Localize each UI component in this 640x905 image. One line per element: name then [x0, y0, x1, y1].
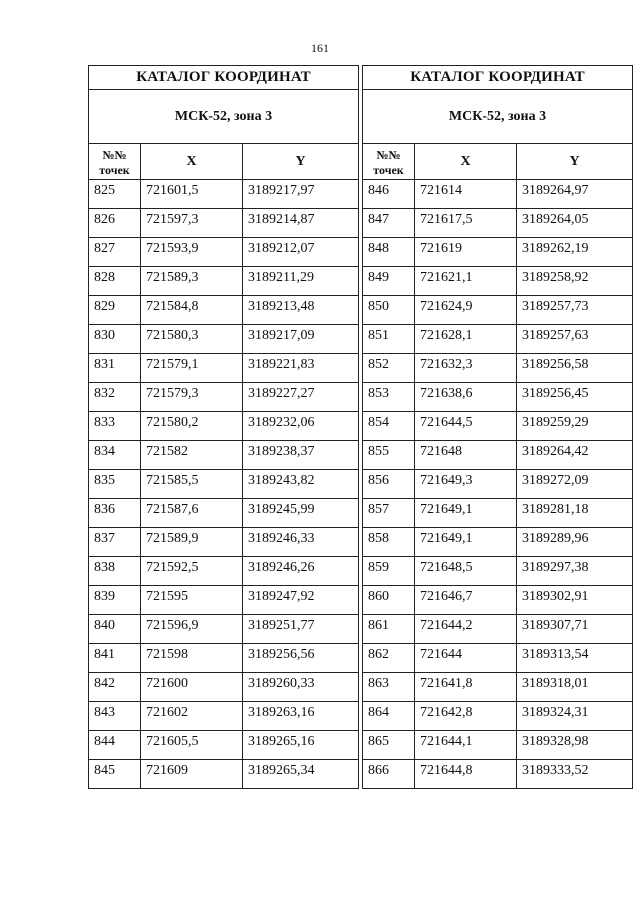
- point-number-cell: 850: [363, 296, 415, 325]
- y-coordinate-cell: 3189227,27: [243, 383, 359, 412]
- x-coordinate-cell: 721585,5: [141, 470, 243, 499]
- y-coordinate-cell: 3189256,58: [517, 354, 633, 383]
- point-number-cell: 853: [363, 383, 415, 412]
- point-number-cell: 863: [363, 673, 415, 702]
- y-coordinate-cell: 3189246,26: [243, 557, 359, 586]
- point-number-cell: 845: [89, 760, 141, 789]
- table-row: [363, 673, 633, 702]
- point-number-header-line2: точек: [373, 162, 404, 177]
- table-row: [363, 557, 633, 586]
- x-coordinate-cell: 721621,1: [415, 267, 517, 296]
- point-number-cell: 844: [89, 731, 141, 760]
- table-row: [89, 586, 359, 615]
- x-coordinate-cell: 721644,2: [415, 615, 517, 644]
- x-coordinate-cell: 721580,3: [141, 325, 243, 354]
- x-coordinate-cell: 721579,3: [141, 383, 243, 412]
- table-row: [363, 528, 633, 557]
- y-coordinate-cell: 3189313,54: [517, 644, 633, 673]
- table-row: [363, 412, 633, 441]
- catalog-title: КАТАЛОГ КООРДИНАТ: [363, 66, 633, 90]
- table-row: [363, 325, 633, 354]
- catalog-title: КАТАЛОГ КООРДИНАТ: [89, 66, 359, 90]
- y-coordinate-cell: 3189257,63: [517, 325, 633, 354]
- point-number-header-line1: №№: [102, 147, 127, 162]
- point-number-cell: 843: [89, 702, 141, 731]
- point-number-cell: 849: [363, 267, 415, 296]
- coordinate-catalog-table-left: [88, 65, 359, 789]
- x-coordinate-cell: 721644,5: [415, 412, 517, 441]
- table-row: [363, 354, 633, 383]
- y-coordinate-cell: 3189211,29: [243, 267, 359, 296]
- point-number-cell: 854: [363, 412, 415, 441]
- point-number-header: [89, 144, 141, 180]
- point-number-cell: 841: [89, 644, 141, 673]
- y-coordinate-cell: 3189302,91: [517, 586, 633, 615]
- y-coordinate-cell: 3189258,92: [517, 267, 633, 296]
- point-number-cell: 865: [363, 731, 415, 760]
- table-row: [363, 383, 633, 412]
- x-coordinate-cell: 721597,3: [141, 209, 243, 238]
- table-row: [363, 296, 633, 325]
- y-coordinate-cell: 3189232,06: [243, 412, 359, 441]
- table-row: [363, 644, 633, 673]
- y-coordinate-cell: 3189281,18: [517, 499, 633, 528]
- point-number-cell: 861: [363, 615, 415, 644]
- x-coordinate-cell: 721589,3: [141, 267, 243, 296]
- y-coordinate-cell: 3189272,09: [517, 470, 633, 499]
- x-coordinate-cell: 721648,5: [415, 557, 517, 586]
- table-row: [89, 673, 359, 702]
- coordinate-system-label: МСК-52, зона 3: [363, 90, 633, 144]
- y-coordinate-cell: 3189245,99: [243, 499, 359, 528]
- point-number-cell: 848: [363, 238, 415, 267]
- x-coordinate-cell: 721644: [415, 644, 517, 673]
- x-coordinate-cell: 721649,1: [415, 499, 517, 528]
- x-coordinate-cell: 721584,8: [141, 296, 243, 325]
- x-coordinate-cell: 721619: [415, 238, 517, 267]
- y-coordinate-cell: 3189256,45: [517, 383, 633, 412]
- point-number-cell: 838: [89, 557, 141, 586]
- x-coordinate-cell: 721632,3: [415, 354, 517, 383]
- y-coordinate-cell: 3189307,71: [517, 615, 633, 644]
- point-number-cell: 836: [89, 499, 141, 528]
- point-number-header-line2: точек: [99, 162, 130, 177]
- point-number-cell: 855: [363, 441, 415, 470]
- table-row: [89, 412, 359, 441]
- x-coordinate-cell: 721644,8: [415, 760, 517, 789]
- point-number-cell: 829: [89, 296, 141, 325]
- table-row: [363, 267, 633, 296]
- point-number-cell: 860: [363, 586, 415, 615]
- point-number-cell: 839: [89, 586, 141, 615]
- point-number-cell: 847: [363, 209, 415, 238]
- point-number-cell: 852: [363, 354, 415, 383]
- table-row: [363, 731, 633, 760]
- point-number-cell: 833: [89, 412, 141, 441]
- y-coordinate-cell: 3189212,07: [243, 238, 359, 267]
- coordinate-rows: [363, 180, 633, 789]
- y-coordinate-cell: 3189264,05: [517, 209, 633, 238]
- x-coordinate-cell: 721596,9: [141, 615, 243, 644]
- point-number-cell: 828: [89, 267, 141, 296]
- y-coordinate-cell: 3189263,16: [243, 702, 359, 731]
- y-column-header: Y: [517, 144, 633, 180]
- table-row: [89, 557, 359, 586]
- x-coordinate-cell: 721592,5: [141, 557, 243, 586]
- table-row: [89, 470, 359, 499]
- table-row: [89, 731, 359, 760]
- table-row: [363, 499, 633, 528]
- table-row: [89, 760, 359, 789]
- x-coordinate-cell: 721614: [415, 180, 517, 209]
- x-coordinate-cell: 721624,9: [415, 296, 517, 325]
- point-number-cell: 840: [89, 615, 141, 644]
- point-number-cell: 831: [89, 354, 141, 383]
- table-row: [89, 325, 359, 354]
- coordinate-rows: [89, 180, 359, 789]
- point-number-cell: 825: [89, 180, 141, 209]
- x-coordinate-cell: 721641,8: [415, 673, 517, 702]
- y-coordinate-cell: 3189318,01: [517, 673, 633, 702]
- x-coordinate-cell: 721642,8: [415, 702, 517, 731]
- y-coordinate-cell: 3189217,09: [243, 325, 359, 354]
- point-number-cell: 835: [89, 470, 141, 499]
- table-row: [89, 441, 359, 470]
- coordinate-catalog-table-right: [362, 65, 633, 789]
- x-coordinate-cell: 721600: [141, 673, 243, 702]
- x-coordinate-cell: 721589,9: [141, 528, 243, 557]
- point-number-cell: 832: [89, 383, 141, 412]
- y-coordinate-cell: 3189217,97: [243, 180, 359, 209]
- point-number-cell: 862: [363, 644, 415, 673]
- point-number-header-line1: №№: [376, 147, 401, 162]
- y-coordinate-cell: 3189265,34: [243, 760, 359, 789]
- table-row: [89, 267, 359, 296]
- x-coordinate-cell: 721648: [415, 441, 517, 470]
- table-row: [89, 180, 359, 209]
- table-row: [363, 209, 633, 238]
- y-coordinate-cell: 3189257,73: [517, 296, 633, 325]
- point-number-cell: 826: [89, 209, 141, 238]
- y-column-header: Y: [243, 144, 359, 180]
- y-coordinate-cell: 3189328,98: [517, 731, 633, 760]
- x-coordinate-cell: 721602: [141, 702, 243, 731]
- y-coordinate-cell: 3189289,96: [517, 528, 633, 557]
- x-coordinate-cell: 721580,2: [141, 412, 243, 441]
- table-row: [363, 238, 633, 267]
- table-row: [89, 209, 359, 238]
- point-number-header: [363, 144, 415, 180]
- y-coordinate-cell: 3189246,33: [243, 528, 359, 557]
- table-row: [89, 238, 359, 267]
- point-number-cell: 834: [89, 441, 141, 470]
- y-coordinate-cell: 3189213,48: [243, 296, 359, 325]
- table-row: [89, 383, 359, 412]
- table-row: [363, 760, 633, 789]
- y-coordinate-cell: 3189238,37: [243, 441, 359, 470]
- y-coordinate-cell: 3189333,52: [517, 760, 633, 789]
- x-coordinate-cell: 721644,1: [415, 731, 517, 760]
- table-row: [363, 470, 633, 499]
- x-column-header: X: [415, 144, 517, 180]
- point-number-cell: 846: [363, 180, 415, 209]
- table-row: [89, 296, 359, 325]
- x-coordinate-cell: 721609: [141, 760, 243, 789]
- x-column-header: X: [141, 144, 243, 180]
- table-row: [363, 586, 633, 615]
- point-number-cell: 859: [363, 557, 415, 586]
- x-coordinate-cell: 721638,6: [415, 383, 517, 412]
- y-coordinate-cell: 3189259,29: [517, 412, 633, 441]
- y-coordinate-cell: 3189265,16: [243, 731, 359, 760]
- x-coordinate-cell: 721582: [141, 441, 243, 470]
- point-number-cell: 842: [89, 673, 141, 702]
- x-coordinate-cell: 721595: [141, 586, 243, 615]
- table-row: [363, 615, 633, 644]
- table-row: [89, 702, 359, 731]
- y-coordinate-cell: 3189297,38: [517, 557, 633, 586]
- x-coordinate-cell: 721649,3: [415, 470, 517, 499]
- table-row: [363, 441, 633, 470]
- table-row: [89, 528, 359, 557]
- point-number-cell: 837: [89, 528, 141, 557]
- x-coordinate-cell: 721579,1: [141, 354, 243, 383]
- table-row: [363, 702, 633, 731]
- y-coordinate-cell: 3189214,87: [243, 209, 359, 238]
- page-number: 161: [311, 41, 329, 55]
- table-row: [363, 180, 633, 209]
- point-number-cell: 866: [363, 760, 415, 789]
- y-coordinate-cell: 3189324,31: [517, 702, 633, 731]
- point-number-cell: 864: [363, 702, 415, 731]
- y-coordinate-cell: 3189221,83: [243, 354, 359, 383]
- y-coordinate-cell: 3189260,33: [243, 673, 359, 702]
- point-number-cell: 830: [89, 325, 141, 354]
- x-coordinate-cell: 721628,1: [415, 325, 517, 354]
- x-coordinate-cell: 721649,1: [415, 528, 517, 557]
- y-coordinate-cell: 3189243,82: [243, 470, 359, 499]
- x-coordinate-cell: 721617,5: [415, 209, 517, 238]
- y-coordinate-cell: 3189264,97: [517, 180, 633, 209]
- point-number-cell: 856: [363, 470, 415, 499]
- x-coordinate-cell: 721646,7: [415, 586, 517, 615]
- table-row: [89, 354, 359, 383]
- y-coordinate-cell: 3189262,19: [517, 238, 633, 267]
- table-row: [89, 615, 359, 644]
- point-number-cell: 827: [89, 238, 141, 267]
- x-coordinate-cell: 721593,9: [141, 238, 243, 267]
- x-coordinate-cell: 721601,5: [141, 180, 243, 209]
- x-coordinate-cell: 721605,5: [141, 731, 243, 760]
- x-coordinate-cell: 721598: [141, 644, 243, 673]
- table-row: [89, 499, 359, 528]
- table-row: [89, 644, 359, 673]
- y-coordinate-cell: 3189256,56: [243, 644, 359, 673]
- point-number-cell: 851: [363, 325, 415, 354]
- y-coordinate-cell: 3189247,92: [243, 586, 359, 615]
- y-coordinate-cell: 3189264,42: [517, 441, 633, 470]
- point-number-cell: 857: [363, 499, 415, 528]
- x-coordinate-cell: 721587,6: [141, 499, 243, 528]
- coordinate-system-label: МСК-52, зона 3: [89, 90, 359, 144]
- point-number-cell: 858: [363, 528, 415, 557]
- y-coordinate-cell: 3189251,77: [243, 615, 359, 644]
